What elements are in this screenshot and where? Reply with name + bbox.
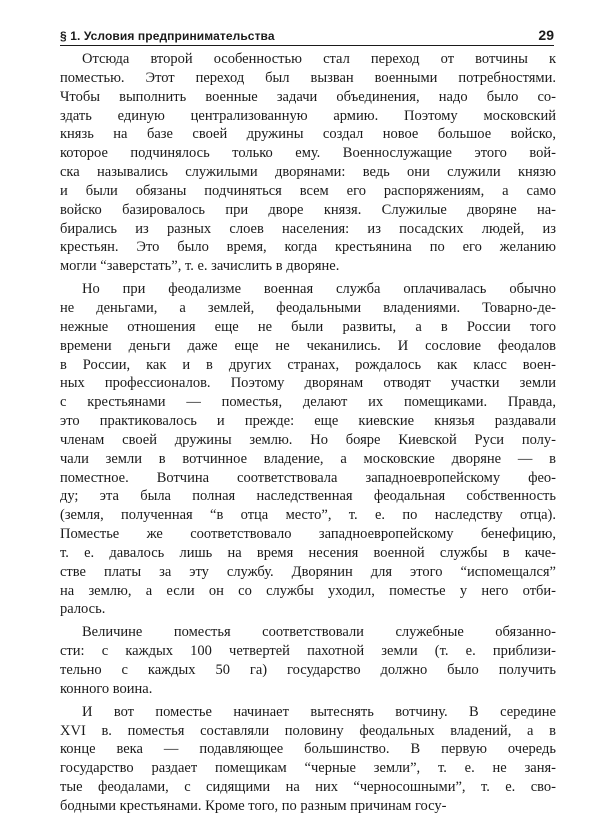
page-number: 29 — [538, 27, 554, 43]
text-line: конного воина. — [60, 680, 153, 697]
text-line: И вот поместье начинает вытеснять вотчину. В середине — [82, 703, 556, 720]
text-line: ралось. — [60, 601, 106, 618]
text-line: которое подчинялось только ему. Военнослужащие этого вой- — [60, 145, 556, 162]
text-line: (земля, полученная “в отца место”, т. е. по наследству отца). — [60, 507, 556, 524]
body-text — [60, 50, 556, 816]
text-line: могли “заверстать”, т. е. зачислить в дворяне. — [60, 258, 340, 275]
text-line: времени деньги даже еще не чеканились. И сословие феодалов — [60, 337, 556, 354]
text-line: нежные отношения еще не были развиты, а в России того — [60, 318, 556, 335]
text-line: поместью. Этот переход был вызван военными потребностями. — [60, 69, 556, 86]
text-line: на землю, а если он со службы уходил, поместье у него отби- — [60, 582, 556, 599]
text-line: ска назывались служилыми дворянами: ведь они служили князю — [60, 164, 556, 181]
paragraph-1 — [60, 50, 556, 276]
text-line: Но при феодализме военная служба оплачивалась обычно — [82, 281, 556, 298]
text-line: чали земли в вотчинное владение, а московские дворяне — в — [60, 450, 556, 467]
text-line: членам своей дружины землю. Но бояре Киевской Руси полу- — [60, 431, 556, 448]
text-line: войско базировалось при дворе князя. Служилые дворяне на- — [60, 201, 556, 218]
text-line: бирались из разных слоев населения: из посадских людей, из — [60, 220, 556, 237]
text-line: т. е. давалось лишь на время несения военной службы в каче- — [60, 544, 556, 561]
text-line: конце века — подавляющее большинство. В первую очередь — [60, 741, 556, 758]
text-line: с крестьянами — поместья, делают их помещиками. Правда, — [60, 394, 556, 411]
text-line: государство раздает помещикам “черные земли”, т. е. не заня- — [60, 760, 556, 777]
text-line: бодными крестьянами. Кроме того, по разным причинам госу- — [60, 797, 447, 814]
paragraph-4 — [60, 703, 556, 816]
text-line: крестьян. Это было время, когда крестьянина по его желанию — [60, 239, 556, 256]
text-line: это практиковалось и прежде: еще киевские князья раздавали — [60, 413, 556, 430]
text-line: и были обязаны подчиняться всем его распоряжениям, а само — [60, 182, 556, 199]
text-line: не деньгами, а землей, феодальными владениями. Товарно-де- — [60, 299, 556, 316]
paragraph-3 — [60, 623, 556, 698]
text-line: здать единую централизованную армию. Поэтому московский — [60, 107, 556, 124]
running-head: § 1. Условия предприниматeльства — [60, 29, 275, 43]
text-line: ных профессионалов. Поэтому дворянам отводят участки земли — [60, 375, 556, 392]
text-line: ду; эта была полная наследственная феодальная собственность — [60, 488, 556, 505]
text-line: Чтобы выполнить военные задачи объединения, надо было со- — [60, 88, 556, 105]
text-line: стве платы за эту службу. Дворянин для этого “испомещался” — [60, 563, 556, 580]
text-line: тые феодалами, с сидящими на них “черносошными”, т. е. сво- — [60, 779, 556, 796]
text-line: князь на базе своей дружины создал новое большое войско, — [60, 126, 556, 143]
text-line: Отсюда второй особенностью стал переход от вотчины к — [82, 51, 556, 67]
text-line: Поместье же соответствовало западноевропейскому бенефицию, — [60, 526, 556, 543]
text-line: тельно с каждых 50 га) государство должно было получить — [60, 662, 556, 678]
text-line: XVI в. поместья составляли половину феодальных владений, а в — [60, 722, 556, 739]
text-line: сти: с каждых 100 четвертей пахотной земли (т. е. приблизи- — [60, 643, 556, 660]
page-header — [60, 22, 554, 46]
text-line: в России, как и в других странах, рождалось как класс воен- — [60, 356, 556, 373]
text-line: поместное. Вотчина соответствовала западноевропейскому фео- — [60, 469, 556, 486]
text-line: Величине поместья соответствовали служебные обязанно- — [82, 624, 556, 641]
paragraph-2 — [60, 280, 556, 619]
